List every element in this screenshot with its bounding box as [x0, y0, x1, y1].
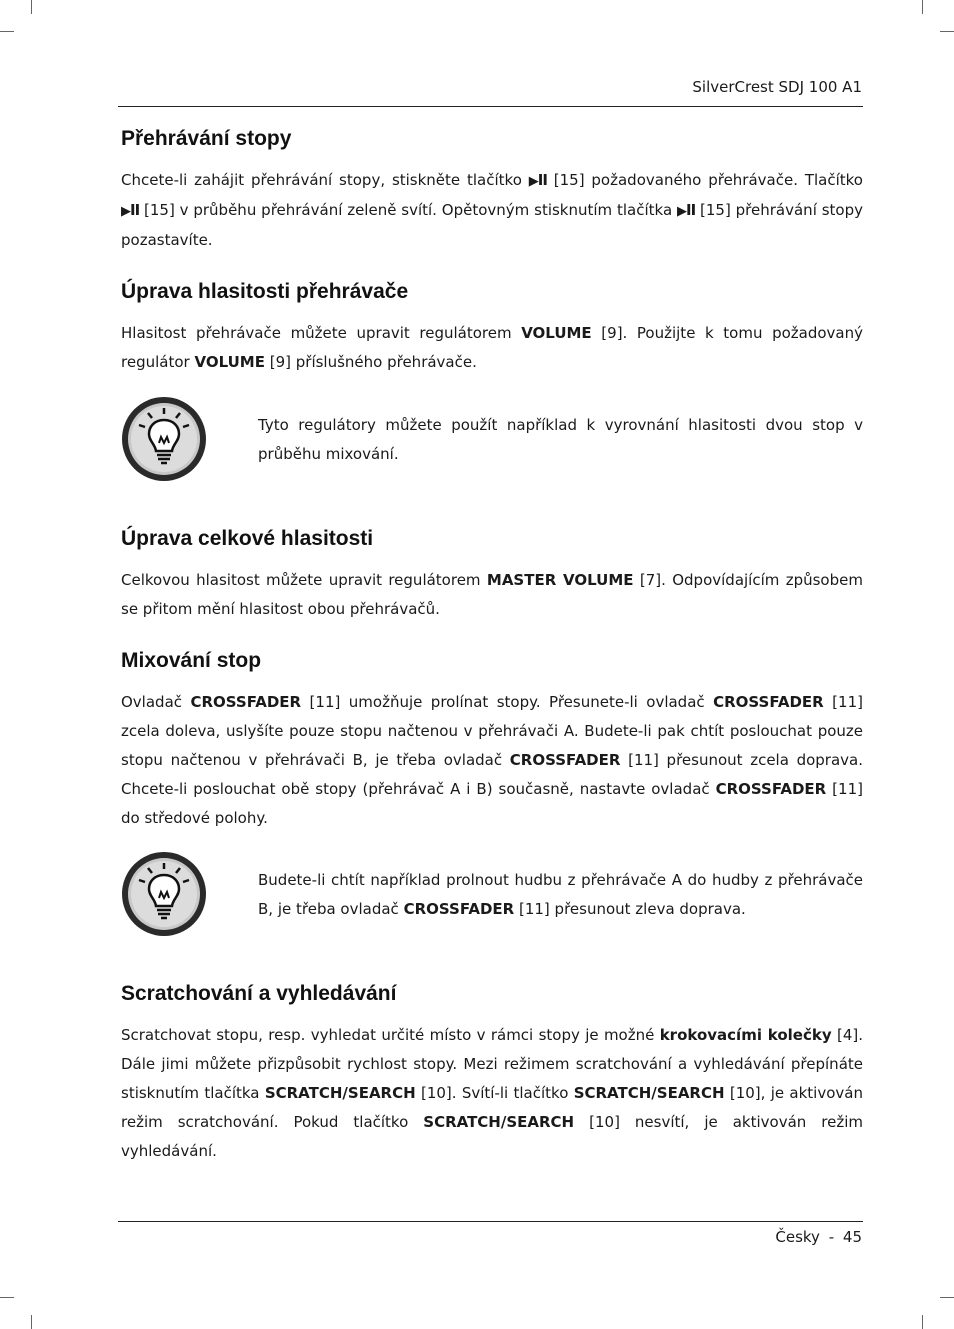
- section-heading-playback: Přehrávání stopy: [121, 127, 292, 150]
- footer-separator: -: [828, 1228, 835, 1246]
- footer-language: Česky: [775, 1228, 820, 1246]
- tip-text-player-volume: Tyto regulátory můžete použít například k vyrovnání hlasitosti dvou stop v průběhu mixování.: [258, 416, 863, 463]
- play-pause-icon: ▶II: [528, 171, 547, 189]
- crop-mark: [31, 1315, 32, 1329]
- lightbulb-icon: [121, 396, 207, 482]
- crop-mark: [922, 1315, 923, 1329]
- lightbulb-icon: [121, 851, 207, 937]
- section-heading-master-volume: Úprava celkové hlasitosti: [121, 527, 374, 550]
- crop-mark: [31, 0, 32, 14]
- crop-mark: [0, 1297, 14, 1298]
- tip-note: [121, 396, 863, 486]
- page-footer: [775, 1228, 862, 1246]
- crop-mark: [922, 0, 923, 14]
- play-pause-icon: ▶II: [121, 201, 140, 219]
- footer-rule: [118, 1221, 863, 1222]
- page-content: [121, 124, 863, 1166]
- section-heading-player-volume: Úprava hlasitosti přehrávače: [121, 280, 409, 303]
- paragraph-playback: Chcete-li zahájit přehrávání stopy, stiskněte tlačítko ▶II [15] požadovaného přehrávače. Tlačítko ▶II [15] v průběhu přehrávání zeleně svítí. Opětovným stisknutím tlačítka ▶II [15] přehrávání stopy pozastavíte.: [121, 166, 863, 255]
- page-header-title: SilverCrest SDJ 100 A1: [692, 78, 862, 96]
- paragraph-scratch: Scratchovat stopu, resp. vyhledat určité místo v rámci stopy je možné krokovacími kolečky [4]. Dále jimi můžete přizpůsobit rychlost stopy. Mezi režimem scratchování a vyhledávání přepínáte stisknutím tlačítka SCRATCH/SEARCH [10]. Svítí-li tlačítko SCRATCH/SEARCH [10], je aktivován režim scratchování. Pokud tlačítko SCRATCH/SEARCH [10] nesvítí, je aktivován režim vyhledávání.: [121, 1026, 863, 1160]
- section-heading-mixing: Mixování stop: [121, 649, 262, 672]
- paragraph-mixing: Ovladač CROSSFADER [11] umožňuje prolínat stopy. Přesunete-li ovladač CROSSFADER [11] zcela doleva, uslyšíte pouze stopu načtenou v přehrávači A. Budete-li pak chtít poslouchat pouze stopu načtenou v přehrávači B, je třeba ovladač CROSSFADER [11] přesunout zcela doprava. Chcete-li poslouchat obě stopy (přehrávač A i B) současně, nastavte ovladač CROSSFADER [11] do středové polohy.: [121, 693, 863, 827]
- section-heading-scratch: Scratchování a vyhledávání: [121, 982, 397, 1005]
- tip-text-mixing: Budete-li chtít například prolnout hudbu z přehrávače A do hudby z přehrávače B, je třeba ovladač CROSSFADER [11] přesunout zleva doprava.: [258, 871, 863, 918]
- play-pause-icon: ▶II: [677, 201, 696, 219]
- tip-note: [121, 851, 863, 941]
- crop-mark: [940, 31, 954, 32]
- paragraph-player-volume: Hlasitost přehrávače můžete upravit regulátorem VOLUME [9]. Použijte k tomu požadovaný regulátor VOLUME [9] příslušného přehrávače.: [121, 324, 863, 371]
- paragraph-master-volume: Celkovou hlasitost můžete upravit regulátorem MASTER VOLUME [7]. Odpovídajícím způsobem se přitom mění hlasitost obou přehrávačů.: [121, 571, 863, 618]
- page-number: 45: [842, 1228, 862, 1246]
- crop-mark: [0, 31, 14, 32]
- crop-mark: [940, 1297, 954, 1298]
- header-rule: [118, 106, 863, 107]
